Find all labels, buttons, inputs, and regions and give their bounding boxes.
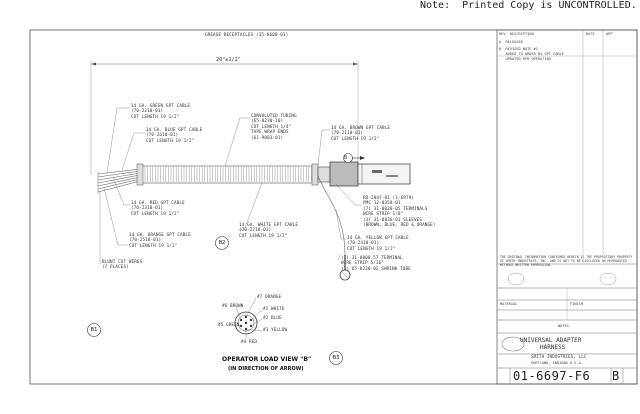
yellow-wire bbox=[318, 176, 345, 255]
callout-orange-cable: 14 GA. ORANGE GPT CABLE (70-2510-01) CUT LENGTH 19 1/2" bbox=[129, 233, 191, 249]
title-block-frame bbox=[497, 30, 637, 384]
pin-3-label: #3 YELLOW bbox=[263, 328, 288, 333]
approval-seal-2 bbox=[600, 273, 616, 285]
tape-wrap-left bbox=[137, 164, 143, 185]
grease-receptacles-label: GREASE RECEPTACLES (35-0600-01) bbox=[205, 33, 289, 38]
convoluted-tubing bbox=[140, 166, 315, 183]
company-name: SMITH INDUSTRIES, LLC bbox=[531, 355, 587, 360]
rev-row-b: B REVISED NOTE #1 bbox=[499, 47, 538, 51]
rev-header-date: DATE bbox=[586, 32, 595, 36]
notes-label: NOTES bbox=[558, 324, 569, 328]
drawing-title-line2: HARNESS bbox=[540, 344, 566, 351]
callout-convoluted-tubing: CONVOLUTED TUBING (65-8230-10) CUT LENGTH 1/4" TAPE WRAP ENDS (61-9003-01) bbox=[251, 114, 297, 141]
balloon-b2-label: B2 bbox=[218, 240, 226, 246]
callout-green-cable: 14 GA. GREEN GPT CABLE (70-2210-01) CUT LENGTH 19 1/2" bbox=[131, 104, 191, 120]
pin-6-label: #6 BROWN bbox=[222, 304, 244, 309]
drawing-title-line1: UNIVERSAL ADAPTER bbox=[520, 337, 582, 344]
view-subtitle: (IN DIRECTION OF ARROW) bbox=[228, 366, 304, 372]
callout-white-cable: 14 GA. WHITE GPT CABLE (70-2710-01) CUT LENGTH 19 1/2" bbox=[239, 223, 299, 239]
tape-wrap-right bbox=[312, 164, 318, 185]
uncontrolled-copy-note: Note: Printed Copy is UNCONTROLLED. bbox=[420, 0, 637, 11]
connector-label-mark bbox=[372, 170, 382, 173]
proprietary-notice: THE ORIGINAL INFORMATION CONTAINED HEREIN IS THE PROPRIETARY PROPERTY OF SMITH INDUSTRIES, INC. AND IS NOT TO BE DISCLOSED OR REPRODUCED WITHOUT WRITTEN PERMISSION. bbox=[500, 255, 633, 267]
view-b-letter: B bbox=[344, 154, 348, 161]
company-location: PORTLAND, INDIANA U.S.A. bbox=[531, 361, 583, 365]
material-label: MATERIAL bbox=[500, 302, 518, 306]
rev-header: REV DESCRIPTION bbox=[499, 32, 534, 36]
rev-row-b3: UPDATED PER OPERATING bbox=[505, 57, 551, 61]
view-title: OPERATOR LOAD VIEW "B" bbox=[222, 356, 312, 363]
callout-blue-cable: 14 GA. BLUE GPT CABLE (70-2610-01) CUT LENGTH 19 1/2" bbox=[146, 128, 203, 144]
overall-dimension: 20"±1/2" bbox=[216, 57, 241, 63]
drawing-border bbox=[30, 30, 637, 384]
rev-row-a: A RELEASED bbox=[499, 40, 523, 44]
pin-7-label: #7 ORANGE bbox=[257, 295, 282, 300]
connector-housing bbox=[358, 164, 410, 184]
balloon-b1-label: B1 bbox=[90, 327, 98, 333]
pin-1-label: #1 WHITE bbox=[263, 307, 285, 312]
approval-seal bbox=[508, 273, 524, 285]
balloon-b3-label: B3 bbox=[332, 355, 340, 361]
callout-ring-terminal: (1) 31-0000-57 TERMINAL WIRE STRIP 5/16" (1) 65-8238-02 SHRINK TUBE bbox=[341, 256, 411, 272]
rev-row-b2: ADDED TO ORDER BY GPT CABLE bbox=[505, 52, 564, 56]
pin-4-label: #4 RED bbox=[241, 340, 258, 345]
connector-body bbox=[330, 162, 358, 186]
callout-brown-cable: 14 GA. BROWN GPT CABLE (70-2110-01) CUT LENGTH 19 1/2" bbox=[331, 126, 391, 142]
finish-label: FINISH bbox=[570, 302, 583, 306]
pin-5-label: #5 GREEN bbox=[218, 323, 240, 328]
callout-yellow-cable: 14 GA. YELLOW GPT CABLE (70-2410-01) CUT LENGTH 19 1/2" bbox=[347, 236, 409, 252]
pin-2-label: #2 BLUE bbox=[263, 316, 282, 321]
callout-red-cable: 14 GA. RED GPT CABLE (70-2310-01) CUT LENGTH 19 1/2" bbox=[131, 201, 185, 217]
revision-letter: B bbox=[612, 369, 620, 383]
drawing-number: 01-6697-F6 bbox=[513, 369, 591, 383]
rev-header-app: APP bbox=[606, 32, 613, 36]
callout-connector: RD-2047-01 (1-6979) PMC 12-0358-01 (7) 31-0020-05 TERMINALS WIRE STRIP 1/8" (3) 31-8036-01 SLEEVES (BROWN, BLUE, RED & ORANGE) bbox=[363, 196, 436, 229]
callout-blunt-cut: BLUNT CUT WIRES (7 PLACES) bbox=[102, 260, 143, 271]
